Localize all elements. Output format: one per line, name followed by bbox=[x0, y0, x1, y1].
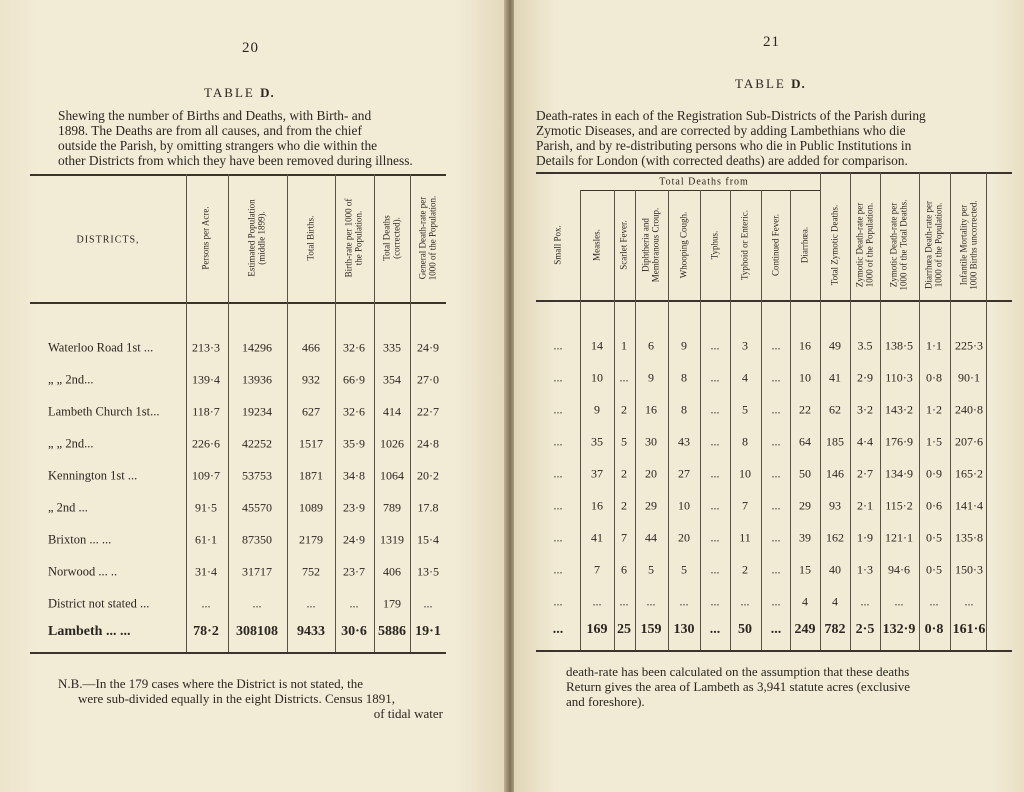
left-column-header: Total Births. bbox=[305, 215, 316, 261]
right-row-cell: 49 bbox=[829, 338, 841, 353]
left-row-cell: 15·4 bbox=[417, 532, 439, 547]
right-column-header: Diarrhœa Death-rate per 1000 of the Population. bbox=[923, 201, 943, 289]
left-row-cell: 335 bbox=[383, 340, 401, 355]
left-row-cell: 13936 bbox=[242, 372, 272, 387]
left-row-district: „ „ 2nd... bbox=[48, 436, 94, 451]
right-table-column-rule bbox=[761, 190, 762, 650]
right-row-cell: 44 bbox=[645, 530, 657, 545]
right-row-cell: ... bbox=[710, 402, 720, 417]
right-row-cell: 4 bbox=[832, 594, 838, 609]
right-row-cell: 90·1 bbox=[958, 370, 980, 385]
right-column-header: Zymotic Death-rate per 1000 of the Total Deaths. bbox=[888, 199, 908, 291]
right-row-cell: 1·5 bbox=[926, 434, 942, 449]
right-row-cell: 10 bbox=[799, 370, 811, 385]
right-row-cell: ... bbox=[771, 530, 781, 545]
right-note bbox=[566, 664, 991, 709]
right-page bbox=[514, 0, 1024, 792]
right-row-cell: ... bbox=[771, 402, 781, 417]
left-row-cell: ... bbox=[349, 596, 359, 611]
left-row-cell: 414 bbox=[383, 404, 401, 419]
right-row-cell: 3.5 bbox=[857, 338, 873, 353]
right-row-cell: 2·7 bbox=[857, 466, 873, 481]
left-row-cell: 32·6 bbox=[343, 404, 365, 419]
left-row-cell: 752 bbox=[302, 564, 320, 579]
right-row-cell: 6 bbox=[648, 338, 654, 353]
left-row-cell: 226·6 bbox=[192, 436, 220, 451]
right-total-cell: 249 bbox=[794, 622, 816, 637]
left-row-cell: 24·9 bbox=[343, 532, 365, 547]
right-row-cell: 35 bbox=[591, 434, 603, 449]
left-table-label: TABLE bbox=[204, 85, 255, 100]
right-row-cell: 11 bbox=[739, 530, 751, 545]
right-row-cell: ... bbox=[592, 594, 602, 609]
right-row-cell: 16 bbox=[799, 338, 811, 353]
right-table-column-rule bbox=[580, 190, 581, 650]
right-row-cell: ... bbox=[929, 594, 939, 609]
left-row-cell: 13·5 bbox=[417, 564, 439, 579]
right-row-cell: 1·2 bbox=[926, 402, 942, 417]
left-row-cell: 466 bbox=[302, 340, 320, 355]
left-row-cell: 91·5 bbox=[195, 500, 217, 515]
right-row-cell: ... bbox=[619, 594, 629, 609]
right-row-cell: 62 bbox=[829, 402, 841, 417]
left-row-cell: 139·4 bbox=[192, 372, 220, 387]
left-total-cell: 19·1 bbox=[415, 624, 441, 639]
right-row-cell: 14 bbox=[591, 338, 603, 353]
right-row-cell: ... bbox=[710, 594, 720, 609]
left-note-line: were sub-divided equally in the eight Districts. Census 1891, bbox=[78, 691, 396, 706]
right-row-cell: 5 bbox=[648, 562, 654, 577]
right-row-cell: ... bbox=[710, 562, 720, 577]
right-row-cell: 0·6 bbox=[926, 498, 942, 513]
right-table-column-rule bbox=[850, 172, 851, 650]
left-description-line: other Districts from which they have been removed during illness. bbox=[58, 153, 413, 168]
right-row-cell: 115·2 bbox=[885, 498, 913, 513]
left-table-letter: D. bbox=[260, 85, 275, 100]
right-total-cell: 2·5 bbox=[855, 622, 875, 637]
right-row-cell: 143·2 bbox=[885, 402, 913, 417]
left-row-cell: 179 bbox=[383, 596, 401, 611]
right-row-cell: ... bbox=[710, 466, 720, 481]
left-row-cell: 1026 bbox=[380, 436, 404, 451]
left-row-cell: 66·9 bbox=[343, 372, 365, 387]
right-row-cell: 207·6 bbox=[955, 434, 983, 449]
right-row-cell: 150·3 bbox=[955, 562, 983, 577]
left-page-number: 20 bbox=[242, 40, 259, 56]
right-row-cell: 225·3 bbox=[955, 338, 983, 353]
left-row-district: Brixton ... ... bbox=[48, 532, 112, 547]
right-table-column-rule bbox=[790, 190, 791, 650]
left-row-cell: 53753 bbox=[242, 468, 272, 483]
left-column-header: Birth-rate per 1000 of the Population. bbox=[343, 198, 363, 278]
left-row-cell: 1517 bbox=[299, 436, 323, 451]
right-row-cell: 64 bbox=[799, 434, 811, 449]
right-row-cell: 3·2 bbox=[857, 402, 873, 417]
right-row-cell: 41 bbox=[591, 530, 603, 545]
right-total-cell: 25 bbox=[617, 622, 631, 637]
right-row-cell: 94·6 bbox=[888, 562, 910, 577]
right-row-cell: 0·5 bbox=[926, 562, 942, 577]
right-column-header: Measles. bbox=[591, 229, 602, 261]
left-row-district: „ 2nd ... bbox=[48, 500, 88, 515]
right-row-cell: 146 bbox=[826, 466, 844, 481]
right-row-cell: 176·9 bbox=[885, 434, 913, 449]
right-row-cell: 5 bbox=[681, 562, 687, 577]
left-row-cell: 354 bbox=[383, 372, 401, 387]
right-note-line: death-rate has been calculated on the assumption that these deaths bbox=[566, 664, 910, 679]
right-row-cell: 0·9 bbox=[926, 466, 942, 481]
left-description-line: Shewing the number of Births and Deaths, with Birth- and bbox=[58, 108, 372, 123]
left-total-cell: 308108 bbox=[236, 624, 278, 639]
right-total-cell: 169 bbox=[586, 622, 608, 637]
left-note-line: of tidal water bbox=[373, 706, 443, 721]
left-row-cell: 87350 bbox=[242, 532, 272, 547]
right-row-cell: 1·9 bbox=[857, 530, 873, 545]
right-table-column-rule bbox=[919, 172, 920, 650]
right-row-cell: 240·8 bbox=[955, 402, 983, 417]
left-row-cell: 23·7 bbox=[343, 564, 365, 579]
right-row-cell: ... bbox=[771, 370, 781, 385]
left-table-column-rule bbox=[374, 174, 375, 652]
right-row-cell: ... bbox=[553, 466, 563, 481]
right-row-cell: ... bbox=[771, 498, 781, 513]
right-row-cell: 7 bbox=[594, 562, 600, 577]
right-table-bottom-rule bbox=[536, 650, 1012, 652]
right-row-cell: 43 bbox=[678, 434, 690, 449]
right-column-header: Typhoid or Enteric. bbox=[739, 209, 750, 281]
right-row-cell: ... bbox=[771, 434, 781, 449]
right-row-cell: 16 bbox=[645, 402, 657, 417]
right-row-cell: ... bbox=[679, 594, 689, 609]
right-table-title bbox=[735, 76, 806, 92]
right-row-cell: 162 bbox=[826, 530, 844, 545]
right-table-label: TABLE bbox=[735, 76, 786, 91]
right-group-header: Total Deaths from bbox=[659, 176, 749, 188]
left-table-header-rule bbox=[30, 302, 446, 304]
right-row-cell: 29 bbox=[645, 498, 657, 513]
right-row-cell: 2 bbox=[621, 402, 627, 417]
right-row-cell: ... bbox=[553, 594, 563, 609]
left-table-bottom-rule bbox=[30, 652, 446, 654]
left-description-line: outside the Parish, by omitting strangers who die within the bbox=[58, 138, 378, 153]
right-row-cell: ... bbox=[553, 530, 563, 545]
right-column-header: Infantile Mortality per 1000 Births uncorrected. bbox=[958, 200, 978, 290]
left-row-cell: 24·9 bbox=[417, 340, 439, 355]
left-column-header: General Death-rate per 1000 of the Population. bbox=[417, 195, 437, 281]
left-row-cell: 14296 bbox=[242, 340, 272, 355]
right-row-cell: 27 bbox=[678, 466, 690, 481]
right-row-cell: 10 bbox=[739, 466, 751, 481]
left-row-cell: ... bbox=[306, 596, 316, 611]
left-page bbox=[0, 0, 506, 792]
right-row-cell: 135·8 bbox=[955, 530, 983, 545]
right-row-cell: 134·9 bbox=[885, 466, 913, 481]
right-row-cell: 1 bbox=[621, 338, 627, 353]
right-row-cell: ... bbox=[619, 370, 629, 385]
right-note-line: and foreshore). bbox=[566, 694, 645, 709]
left-table-column-rule bbox=[410, 174, 411, 652]
left-row-cell: 932 bbox=[302, 372, 320, 387]
right-row-cell: 6 bbox=[621, 562, 627, 577]
right-page-number: 21 bbox=[763, 34, 780, 50]
left-row-district: Lambeth Church 1st... bbox=[48, 404, 160, 419]
right-row-cell: 4·4 bbox=[857, 434, 873, 449]
right-total-cell: 130 bbox=[673, 622, 695, 637]
right-row-cell: ... bbox=[553, 338, 563, 353]
right-column-header: Diphtheria and Membranous Croup. bbox=[640, 207, 660, 283]
right-row-cell: 8 bbox=[681, 370, 687, 385]
right-row-cell: 8 bbox=[742, 434, 748, 449]
left-table-column-rule bbox=[186, 174, 187, 652]
right-row-cell: ... bbox=[710, 338, 720, 353]
right-row-cell: 9 bbox=[681, 338, 687, 353]
right-total-cell: 161·6 bbox=[952, 622, 986, 637]
left-row-cell: 17.8 bbox=[417, 500, 439, 515]
right-row-cell: 0·5 bbox=[926, 530, 942, 545]
right-total-cell: ... bbox=[709, 622, 721, 637]
right-row-cell: ... bbox=[553, 402, 563, 417]
left-row-cell: 1064 bbox=[380, 468, 404, 483]
left-row-cell: 789 bbox=[383, 500, 401, 515]
left-row-cell: ... bbox=[252, 596, 262, 611]
left-row-cell: ... bbox=[423, 596, 433, 611]
right-description bbox=[536, 108, 961, 168]
left-column-header: Estimated Population (middle 1899). bbox=[246, 199, 266, 277]
left-row-district: Waterloo Road 1st ... bbox=[48, 340, 154, 355]
right-row-cell: 50 bbox=[799, 466, 811, 481]
right-row-cell: 20 bbox=[678, 530, 690, 545]
right-table-column-rule bbox=[668, 190, 669, 650]
left-total-cell: 9433 bbox=[297, 624, 325, 639]
left-row-cell: 32·6 bbox=[343, 340, 365, 355]
right-row-cell: 3 bbox=[742, 338, 748, 353]
left-table-column-rule bbox=[335, 174, 336, 652]
right-total-cell: ... bbox=[770, 622, 782, 637]
left-total-district: Lambeth ... ... bbox=[48, 624, 131, 639]
right-row-cell: 10 bbox=[678, 498, 690, 513]
left-table-column-rule bbox=[287, 174, 288, 652]
left-row-cell: 31717 bbox=[242, 564, 272, 579]
right-row-cell: 2 bbox=[621, 498, 627, 513]
right-row-cell: 1·1 bbox=[926, 338, 942, 353]
right-row-cell: ... bbox=[771, 594, 781, 609]
left-row-cell: ... bbox=[201, 596, 211, 611]
right-row-cell: 2 bbox=[621, 466, 627, 481]
left-row-cell: 35·9 bbox=[343, 436, 365, 451]
right-row-cell: 7 bbox=[742, 498, 748, 513]
right-row-cell: 15 bbox=[799, 562, 811, 577]
right-note-line: Return gives the area of Lambeth as 3,941 statute acres (exclusive bbox=[566, 679, 911, 694]
right-row-cell: 138·5 bbox=[885, 338, 913, 353]
right-total-cell: 50 bbox=[738, 622, 752, 637]
left-description bbox=[58, 108, 443, 168]
left-column-header: Total Deaths (corrected). bbox=[381, 215, 401, 261]
left-row-district: Norwood ... .. bbox=[48, 564, 118, 579]
right-total-cell: 0·8 bbox=[924, 622, 944, 637]
left-column-header: Persons per Acre. bbox=[200, 206, 211, 270]
right-row-cell: ... bbox=[553, 562, 563, 577]
right-row-cell: 1·3 bbox=[857, 562, 873, 577]
right-row-cell: 9 bbox=[648, 370, 654, 385]
right-row-cell: ... bbox=[771, 338, 781, 353]
left-row-cell: 24·8 bbox=[417, 436, 439, 451]
right-table-column-rule bbox=[820, 172, 821, 650]
right-row-cell: ... bbox=[646, 594, 656, 609]
right-row-cell: 4 bbox=[742, 370, 748, 385]
left-districts-header: DISTRICTS, bbox=[76, 234, 140, 246]
right-row-cell: 121·1 bbox=[885, 530, 913, 545]
right-row-cell: ... bbox=[860, 594, 870, 609]
right-table-top-rule bbox=[536, 172, 1012, 174]
right-row-cell: 39 bbox=[799, 530, 811, 545]
left-total-cell: 30·6 bbox=[341, 624, 367, 639]
left-table-top-rule bbox=[30, 174, 446, 176]
right-row-cell: 185 bbox=[826, 434, 844, 449]
right-column-header: Small Pox. bbox=[552, 225, 563, 265]
right-row-cell: 16 bbox=[591, 498, 603, 513]
right-table-column-rule bbox=[614, 190, 615, 650]
right-row-cell: 141·4 bbox=[955, 498, 983, 513]
right-row-cell: 93 bbox=[829, 498, 841, 513]
right-row-cell: ... bbox=[964, 594, 974, 609]
right-row-cell: 22 bbox=[799, 402, 811, 417]
right-column-header: Scarlet Fever. bbox=[618, 220, 629, 270]
right-row-cell: 0·8 bbox=[926, 370, 942, 385]
left-row-cell: 1319 bbox=[380, 532, 404, 547]
left-row-cell: 213·3 bbox=[192, 340, 220, 355]
left-table-title bbox=[204, 85, 275, 101]
right-description-line: Death-rates in each of the Registration Sub-Districts of the Parish during bbox=[536, 108, 926, 123]
right-row-cell: 41 bbox=[829, 370, 841, 385]
right-row-cell: ... bbox=[710, 370, 720, 385]
left-row-cell: 61·1 bbox=[195, 532, 217, 547]
left-row-cell: 118·7 bbox=[192, 404, 220, 419]
right-row-cell: 110·3 bbox=[885, 370, 913, 385]
right-table-column-rule bbox=[950, 172, 951, 650]
right-row-cell: 2·1 bbox=[857, 498, 873, 513]
right-column-header: Whooping Cough. bbox=[678, 211, 689, 279]
right-table-header-rule bbox=[536, 300, 1012, 302]
right-row-cell: ... bbox=[771, 466, 781, 481]
left-row-cell: 31·4 bbox=[195, 564, 217, 579]
right-row-cell: 20 bbox=[645, 466, 657, 481]
left-row-cell: 27·0 bbox=[417, 372, 439, 387]
right-row-cell: 5 bbox=[742, 402, 748, 417]
left-description-line: 1898. The Deaths are from all causes, and from the chief bbox=[58, 123, 362, 138]
right-row-cell: 37 bbox=[591, 466, 603, 481]
right-row-cell: 29 bbox=[799, 498, 811, 513]
right-table-column-rule bbox=[880, 172, 881, 650]
left-row-district: District not stated ... bbox=[48, 596, 150, 611]
left-row-district: Kennington 1st ... bbox=[48, 468, 138, 483]
left-row-district: „ „ 2nd... bbox=[48, 372, 94, 387]
right-row-cell: 9 bbox=[594, 402, 600, 417]
right-row-cell: ... bbox=[710, 530, 720, 545]
right-row-cell: 10 bbox=[591, 370, 603, 385]
right-table-column-rule bbox=[730, 190, 731, 650]
left-note-line: N.B.—In the 179 cases where the District is not stated, the bbox=[58, 676, 364, 691]
left-note bbox=[58, 676, 443, 721]
left-row-cell: 2179 bbox=[299, 532, 323, 547]
right-row-cell: ... bbox=[710, 498, 720, 513]
right-row-cell: ... bbox=[710, 434, 720, 449]
right-row-cell: ... bbox=[740, 594, 750, 609]
right-total-cell: 782 bbox=[824, 622, 846, 637]
right-total-cell: 132·9 bbox=[882, 622, 916, 637]
right-row-cell: 2 bbox=[742, 562, 748, 577]
right-column-header: Diarrhœa. bbox=[799, 226, 810, 264]
right-column-header: Typhus. bbox=[709, 230, 720, 260]
right-row-cell: ... bbox=[553, 434, 563, 449]
right-table-letter: D. bbox=[791, 76, 806, 91]
right-description-line: Details for London (with corrected deaths) are added for comparison. bbox=[536, 153, 908, 168]
right-total-cell: ... bbox=[552, 622, 564, 637]
right-row-cell: 30 bbox=[645, 434, 657, 449]
right-row-cell: 4 bbox=[802, 594, 808, 609]
right-table-column-rule bbox=[700, 190, 701, 650]
left-row-cell: 22·7 bbox=[417, 404, 439, 419]
right-table-column-rule bbox=[986, 172, 987, 650]
left-row-cell: 1089 bbox=[299, 500, 323, 515]
right-row-cell: 165·2 bbox=[955, 466, 983, 481]
right-row-cell: ... bbox=[553, 498, 563, 513]
left-row-cell: 23·9 bbox=[343, 500, 365, 515]
right-column-header: Continued Fever. bbox=[770, 214, 781, 276]
left-row-cell: 20·2 bbox=[417, 468, 439, 483]
right-description-line: Parish, and by re-distributing persons who die in Public Institutions in bbox=[536, 138, 912, 153]
right-row-cell: 2·9 bbox=[857, 370, 873, 385]
right-row-cell: ... bbox=[894, 594, 904, 609]
left-row-cell: 19234 bbox=[242, 404, 272, 419]
right-description-line: Zymotic Diseases, and are corrected by adding Lambethians who die bbox=[536, 123, 906, 138]
right-row-cell: ... bbox=[553, 370, 563, 385]
right-row-cell: 8 bbox=[681, 402, 687, 417]
right-row-cell: 5 bbox=[621, 434, 627, 449]
right-row-cell: 7 bbox=[621, 530, 627, 545]
left-total-cell: 5886 bbox=[378, 624, 406, 639]
left-table-column-rule bbox=[228, 174, 229, 652]
right-row-cell: 40 bbox=[829, 562, 841, 577]
right-table-column-rule bbox=[635, 190, 636, 650]
right-total-cell: 159 bbox=[640, 622, 662, 637]
left-total-cell: 78·2 bbox=[193, 624, 219, 639]
left-row-cell: 34·8 bbox=[343, 468, 365, 483]
right-column-header: Zymotic Death-rate per 1000 of the Population. bbox=[854, 202, 874, 288]
right-column-header: Total Zymotic Deaths. bbox=[829, 204, 840, 286]
left-row-cell: 1871 bbox=[299, 468, 323, 483]
right-row-cell: ... bbox=[771, 562, 781, 577]
left-row-cell: 45570 bbox=[242, 500, 272, 515]
left-row-cell: 627 bbox=[302, 404, 320, 419]
left-row-cell: 109·7 bbox=[192, 468, 220, 483]
left-row-cell: 42252 bbox=[242, 436, 272, 451]
left-row-cell: 406 bbox=[383, 564, 401, 579]
